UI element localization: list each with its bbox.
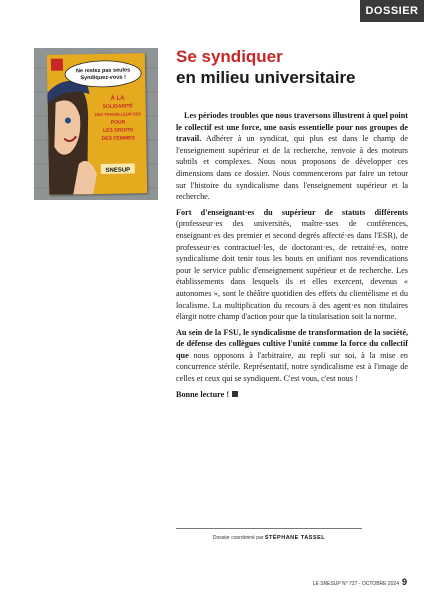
sign-off: Bonne lecture ! [176,389,230,399]
credit-prefix: Dossier coordonné par [212,535,264,541]
page-number: 9 [401,577,407,587]
fsu-badge [51,59,63,71]
poster-headline-2: Syndiquez-vous ! [80,74,127,82]
end-of-article-square-icon [232,391,238,397]
publication-label: LE SNESUP N° 727 - OCTOBRE 2024 [312,581,399,587]
article-title [176,46,408,88]
sign-off-paragraph [176,389,408,401]
members-paragraph [176,207,408,323]
poster-line-0: À LA [110,95,125,102]
poster-brand: SNESUP [105,167,131,174]
members-rest: (professeur·es des universités, maître·sses de conférences, enseignant·es des premier et second degrés affecté·es dans l'ESR), de professeur·es contractuel·les, de doctorant·es, de retraité·es, notre syndicalisme doit tenir tous les bouts en unifiant nos revendications pour le service public d'enseignement supérieur et de recherche. Les établissements dans lesquels ils et elles exercent, devenus « autonomes », sont le théâtre quotidien des effets du clientélisme et du localisme. La multiplication du recours à des agent·es non titulaires élargit notre champ d'action pour que la titularisation soit la norme. [176,219,408,322]
poster-line-3: POUR [110,119,126,126]
poster-headline-1: Ne restez pas seules [75,67,131,75]
members-lead: Fort d'enseignant·es du supérieur de statuts différents [176,207,408,217]
fsu-rest: nous opposons à l'arbitraire, au repli sur soi, à la mise en concurrence stérile. Représentatif, notre syndicalisme est à l'image de celles et ceux qui se syndiquent. C'est vous, c'est nous ! [176,350,408,384]
credit-name: STÉPHANE TASSEL [264,535,326,541]
intro-paragraph [176,110,408,203]
fsu-paragraph [176,327,408,385]
poster-illustration [34,48,158,200]
intro-lead: Les périodes troubles que nous traversons illustrent à quel point le collectif est une force, une oasis essentielle pour nos groupes de travail. [176,111,408,144]
page-footer [313,577,407,587]
poster-sheet [47,53,147,195]
intro-rest: Adhérer à un syndicat, qui plus est dans le champ de l'enseignement supérieur et de la recherche, renvoie à des moteurs subtils et complexes. Nous nous proposons de développer ces dimensions dans ce dossier. Nous commencerons par faire un retour sur l'histoire du syndicalisme dans l'enseignement supérieur et la recherche. [176,134,408,202]
section-tag: DOSSIER [360,0,424,22]
poster-line-1: SOLIDARITÉ [102,103,133,110]
article-title-line-2: en milieu universitaire [176,68,356,87]
poster-line-2: DES TRAVAILLEUR·SES [94,111,142,118]
poster-artwork [47,53,147,195]
poster-line-5: DES FEMMES [101,135,135,142]
article-title-line-1: Se syndiquer [176,47,283,66]
poster-line-4: LES DROITS [103,127,134,134]
coordinator-credit [176,528,362,541]
fsu-lead: Au sein de la FSU, le syndicalisme de transformation de la société, de défense des collègues cultive l'unité comme la force du collectif que [176,327,408,360]
article-body [176,110,408,404]
